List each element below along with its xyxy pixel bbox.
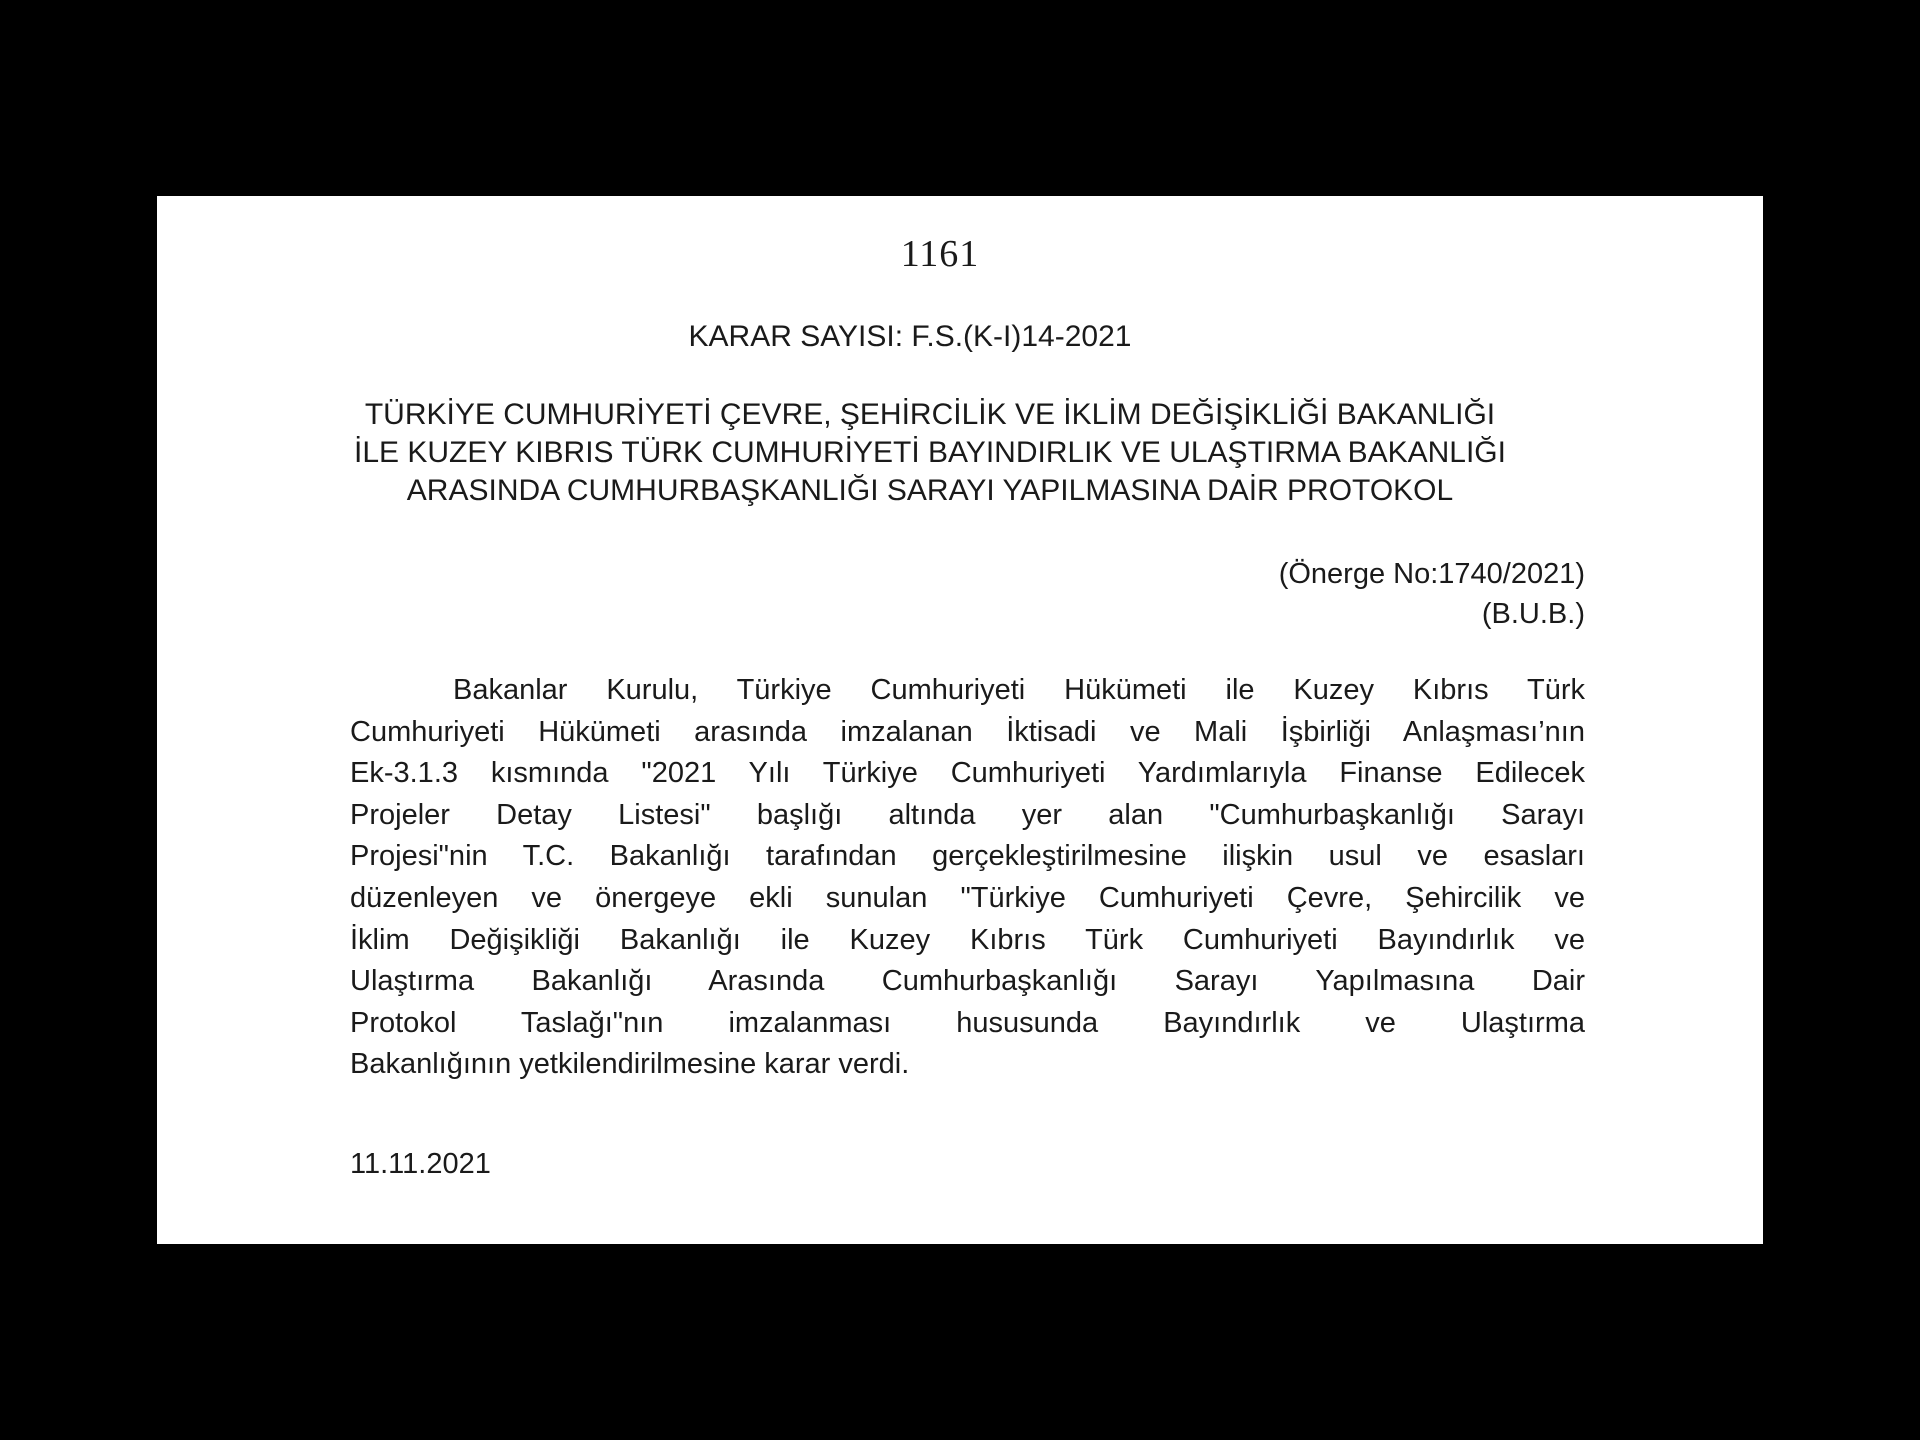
document-title (217, 396, 1643, 510)
body-line: Bakanlığının yetkilendirilmesine karar verdi. (350, 1048, 910, 1081)
body-line: Projeler Detay Listesi" başlığı altında yer alan "Cumhurbaşkanlığı Sarayı (350, 798, 1585, 831)
decision-date: 11.11.2021 (350, 1148, 491, 1180)
body-line: Protokol Taslağı"nın imzalanması hususunda Bayındırlık ve Ulaştırma (350, 1006, 1585, 1039)
decision-number: KARAR SAYISI: F.S.(K-I)14-2021 (688, 320, 1132, 353)
body-line: Ek-3.1.3 kısmında "2021 Yılı Türkiye Cumhuriyeti Yardımlarıyla Finanse Edilecek (350, 757, 1585, 790)
body-line: düzenleyen ve önergeye ekli sunulan "Türkiye Cumhuriyeti Çevre, Şehircilik ve (350, 881, 1585, 914)
motion-number: (Önerge No:1740/2021) (1278, 558, 1585, 590)
ministry-code: (B.U.B.) (1481, 598, 1585, 630)
body-line: Bakanlar Kurulu, Türkiye Cumhuriyeti Hükümeti ile Kuzey Kıbrıs Türk (453, 674, 1585, 706)
reference-block (1279, 554, 1585, 634)
body-line: Cumhuriyeti Hükümeti arasında imzalanan İktisadi ve Mali İşbirliği Anlaşması’nın (350, 715, 1585, 748)
body-line: Ulaştırma Bakanlığı Arasında Cumhurbaşkanlığı Sarayı Yapılmasına Dair (350, 965, 1585, 998)
title-line: ARASINDA CUMHURBAŞKANLIĞI SARAYI YAPILMASINA DAİR PROTOKOL (406, 474, 1454, 507)
page-number: 1161 (900, 233, 980, 275)
body-line: Projesi"nin T.C. Bakanlığı tarafından gerçekleştirilmesine ilişkin usul ve esasları (350, 840, 1585, 873)
title-line: TÜRKİYE CUMHURİYETİ ÇEVRE, ŞEHİRCİLİK VE İKLİM DEĞİŞİKLİĞİ BAKANLIĞI (364, 398, 1496, 431)
body-line: İklim Değişikliği Bakanlığı ile Kuzey Kıbrıs Türk Cumhuriyeti Bayındırlık ve (350, 923, 1585, 956)
decision-body (350, 670, 1585, 1086)
title-line: İLE KUZEY KIBRIS TÜRK CUMHURİYETİ BAYINDIRLIK VE ULAŞTIRMA BAKANLIĞI (354, 436, 1506, 469)
document-page (157, 196, 1763, 1244)
